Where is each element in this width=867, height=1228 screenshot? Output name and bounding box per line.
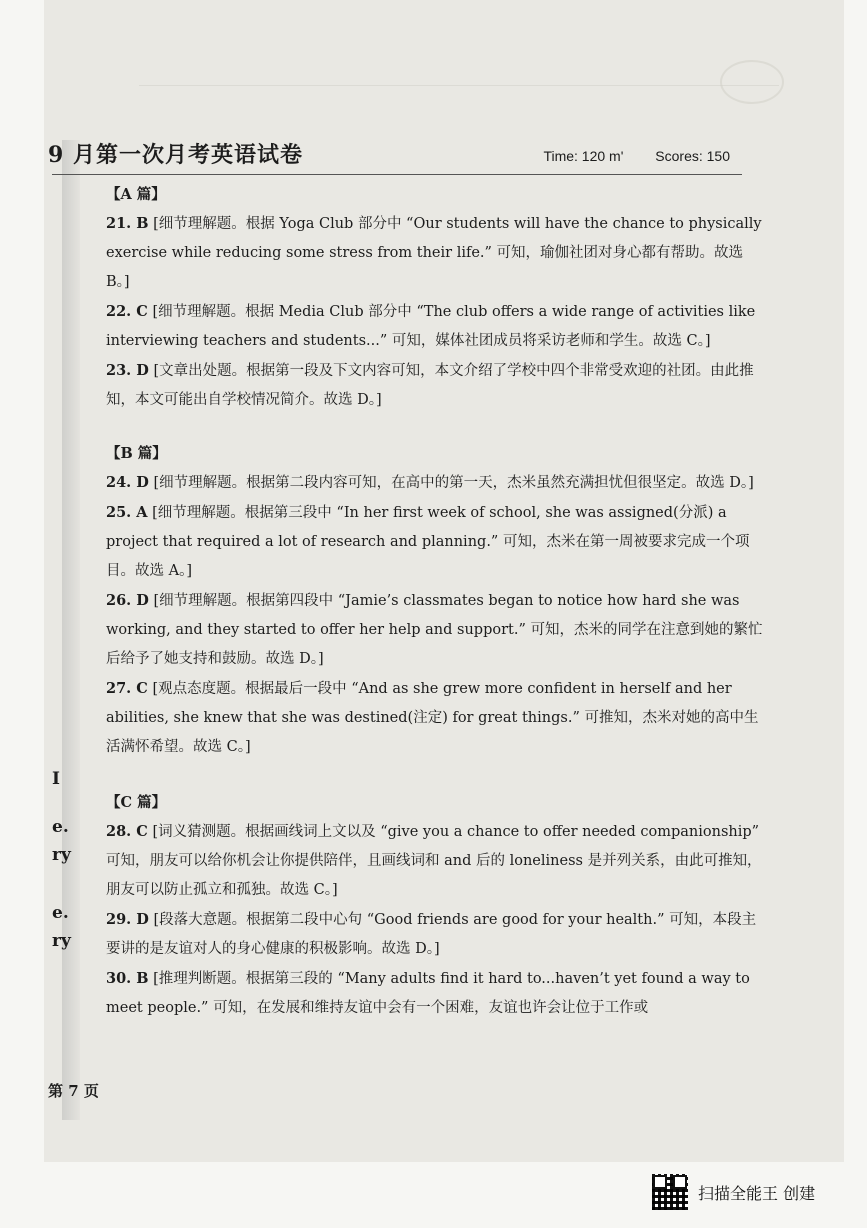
bleed-through-line: [139, 55, 779, 86]
answer-item: [106, 817, 766, 905]
margin-fragment: e.: [52, 903, 69, 923]
header-rule: [52, 174, 742, 175]
section-heading-c: 【C 篇】: [106, 794, 167, 811]
answer-explanation: [细节理解题。根据 Yoga Club 部分中 “Our students will have the chance to physically exercise while reducing some stress from their life.” 可知，瑜伽社团对身心都有帮助。故选 B。]: [106, 216, 762, 290]
exam-header: [48, 138, 748, 174]
exam-time: Time: 120 m': [543, 148, 624, 164]
section-heading-a: 【A 篇】: [106, 186, 166, 203]
answer-number: 29. D: [106, 911, 149, 928]
answer-item: [106, 468, 766, 498]
answer-item: [106, 586, 766, 674]
answer-number: 26. D: [106, 592, 149, 609]
answer-number: 22. C: [106, 303, 148, 320]
answer-key: [106, 180, 766, 1023]
answer-explanation: [细节理解题。根据第三段中 “In her first week of school, she was assigned(分派) a project that required a lot of research and planning.” 可知，杰米在第一周被要求完成一个项目。故选 A。]: [106, 505, 750, 579]
answer-item: [106, 297, 766, 356]
scanner-watermark: [652, 1172, 815, 1212]
exam-score: Scores: 150: [655, 148, 730, 164]
answer-explanation: [文章出处题。根据第一段及下文内容可知，本文介绍了学校中四个非常受欢迎的社团。由此推知，本文可能出自学校情况简介。故选 D。]: [106, 363, 754, 408]
binding-shadow: [62, 140, 80, 1120]
answer-number: 27. C: [106, 680, 148, 697]
answer-number: 24. D: [106, 474, 149, 491]
qr-code-icon: [652, 1174, 688, 1210]
scanner-label: 扫描全能王 创建: [698, 1183, 816, 1203]
answer-number: 30. B: [106, 970, 149, 987]
exam-meta: [515, 148, 730, 164]
answer-item: [106, 964, 766, 1023]
answer-explanation: [细节理解题。根据第二段内容可知，在高中的第一天，杰米虽然充满担忧但很坚定。故选 D。]: [153, 475, 754, 491]
answer-number: 28. C: [106, 823, 148, 840]
margin-fragments: [52, 765, 71, 955]
margin-fragment: ry: [52, 845, 71, 865]
answer-number: 23. D: [106, 362, 149, 379]
answer-number: 25. A: [106, 504, 148, 521]
answer-item: [106, 905, 766, 964]
answer-explanation: [细节理解题。根据第四段中 “Jamie’s classmates began to notice how hard she was working, and they started to offer her help and support.” 可知，杰米的同学在注意到她的繁忙后给予了她支持和鼓励。故选 D。]: [106, 593, 763, 667]
answer-item: [106, 674, 766, 762]
answer-explanation: [细节理解题。根据 Media Club 部分中 “The club offers a wide range of activities like interviewing teachers and students...” 可知，媒体社团成员将采访老师和学生。故选 C。]: [106, 304, 756, 349]
answer-item: [106, 209, 766, 297]
answer-explanation: [词义猜测题。根据画线词上文以及 “give you a chance to offer needed companionship” 可知，朋友可以给你机会让你提供陪伴，且画线词和 and 后的 loneliness 是并列关系，由此可推知，朋友可以防止孤立和孤独。故选 C。]: [106, 824, 762, 898]
answer-explanation: [段落大意题。根据第二段中心句 “Good friends are good for your health.” 可知，本段主要讲的是友谊对人的身心健康的积极影响。故选 D。]: [106, 912, 757, 957]
margin-fragment: e.: [52, 817, 69, 837]
margin-fragment: ry: [52, 931, 71, 951]
section-heading-b: 【B 篇】: [106, 445, 167, 462]
page-number: 第 7 页: [48, 1082, 99, 1100]
answer-number: 21. B: [106, 215, 149, 232]
answer-item: [106, 356, 766, 415]
answer-explanation: [观点态度题。根据最后一段中 “And as she grew more confident in herself and her abilities, she knew that she was destined(注定) for great things.” 可推知，杰米对她的高中生活满怀希望。故选 C。]: [106, 681, 759, 755]
exam-title: 9 月第一次月考英语试卷: [48, 142, 303, 168]
answer-explanation: [推理判断题。根据第三段的 “Many adults find it hard to...haven’t yet found a way to meet people.” 可知，在发展和维持友谊中会有一个困难，友谊也许会让位于工作或: [106, 971, 750, 1016]
margin-fragment: I: [52, 769, 60, 789]
answer-item: [106, 498, 766, 586]
bleed-through-mark: [720, 60, 784, 104]
